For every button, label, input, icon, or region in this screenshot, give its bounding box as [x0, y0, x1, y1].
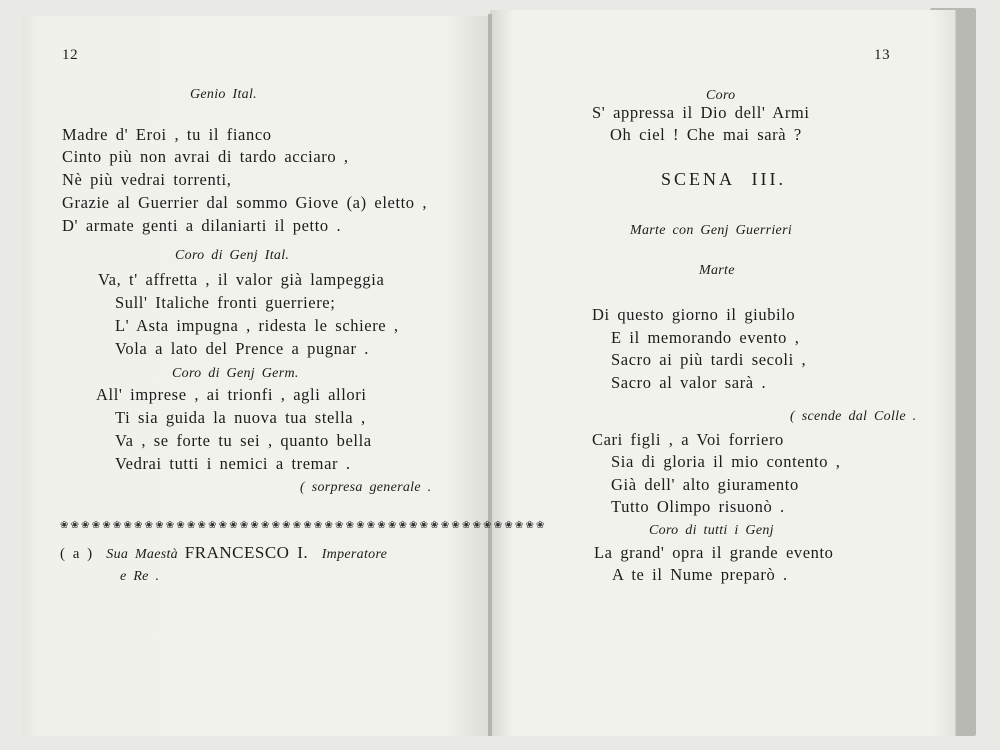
ornamental-rule: ❀❀❀❀❀❀❀❀❀❀❀❀❀❀❀❀❀❀❀❀❀❀❀❀❀❀❀❀❀❀❀❀❀❀❀❀❀❀❀❀❀❀❀❀❀❀ — [60, 520, 547, 531]
verse-line: Sacro al valor sarà . — [611, 373, 767, 392]
scene-title: SCENA III. — [661, 169, 786, 189]
cast-list: Marte con Genj Guerrieri — [630, 223, 793, 238]
speaker-label: Genio Ital. — [190, 87, 257, 102]
speaker-label: Coro di tutti i Genj — [649, 523, 774, 538]
speaker-label: Coro di Genj Ital. — [175, 248, 290, 263]
verse-line: L' Asta impugna , ridesta le schiere , — [115, 316, 399, 335]
speaker-label: Coro di Genj Germ. — [172, 366, 299, 381]
stage-direction: ( sorpresa generale . — [300, 480, 432, 495]
verse-line: Vedrai tutti i nemici a tremar . — [115, 454, 351, 473]
verse-line: E il memorando evento , — [611, 328, 800, 347]
verse-line: Nè più vedrai torrenti, — [62, 170, 232, 189]
verse-line: Va , se forte tu sei , quanto bella — [115, 431, 372, 450]
book-gutter — [488, 14, 492, 736]
verse-line: Sia di gloria il mio contento , — [611, 452, 841, 471]
footnote-name: FRANCESCO I. — [184, 543, 309, 562]
verse-line: D' armate genti a dilaniarti il petto . — [62, 216, 342, 235]
verse-line: Di questo giorno il giubilo — [592, 305, 796, 324]
verse-line: Va, t' affretta , il valor già lampeggia — [98, 270, 385, 289]
footnote-suffix: Imperatore — [321, 547, 388, 562]
verse-line: Sacro ai più tardi secoli , — [611, 350, 807, 369]
verse-line: S' appressa il Dio dell' Armi — [592, 103, 810, 122]
verse-line: All' imprese , ai trionfi , agli allori — [96, 385, 367, 404]
stage-direction: ( scende dal Colle . — [790, 409, 917, 424]
verse-line: Vola a lato del Prence a pugnar . — [115, 339, 370, 358]
verse-line: Grazie al Guerrier dal sommo Giove (a) eletto , — [62, 193, 428, 212]
footnote-continuation: e Re . — [120, 569, 160, 584]
verse-line: Cinto più non avrai di tardo acciaro , — [62, 147, 349, 166]
speaker-label: Marte — [699, 263, 735, 278]
verse-line: Oh ciel ! Che mai sarà ? — [610, 125, 802, 144]
speaker-label: Coro — [706, 88, 736, 103]
page-number: 13 — [874, 47, 891, 63]
verse-line: A te il Nume preparò . — [612, 565, 788, 584]
footnote-prefix: Sua Maestà — [106, 547, 178, 562]
footnote — [60, 542, 387, 566]
verse-line: Cari figli , a Voi forriero — [592, 430, 784, 449]
verse-line: Ti sia guida la nuova tua stella , — [115, 408, 366, 427]
verse-line: La grand' opra il grande evento — [594, 543, 834, 562]
verse-line: Tutto Olimpo risuonò . — [611, 497, 785, 516]
verse-line: Sull' Italiche fronti guerriere; — [115, 293, 336, 312]
verse-line: Già dell' alto giuramento — [611, 475, 799, 494]
page-number: 12 — [62, 47, 79, 63]
verse-line: Madre d' Eroi , tu il fianco — [62, 125, 272, 144]
footnote-marker: ( a ) — [60, 546, 93, 562]
